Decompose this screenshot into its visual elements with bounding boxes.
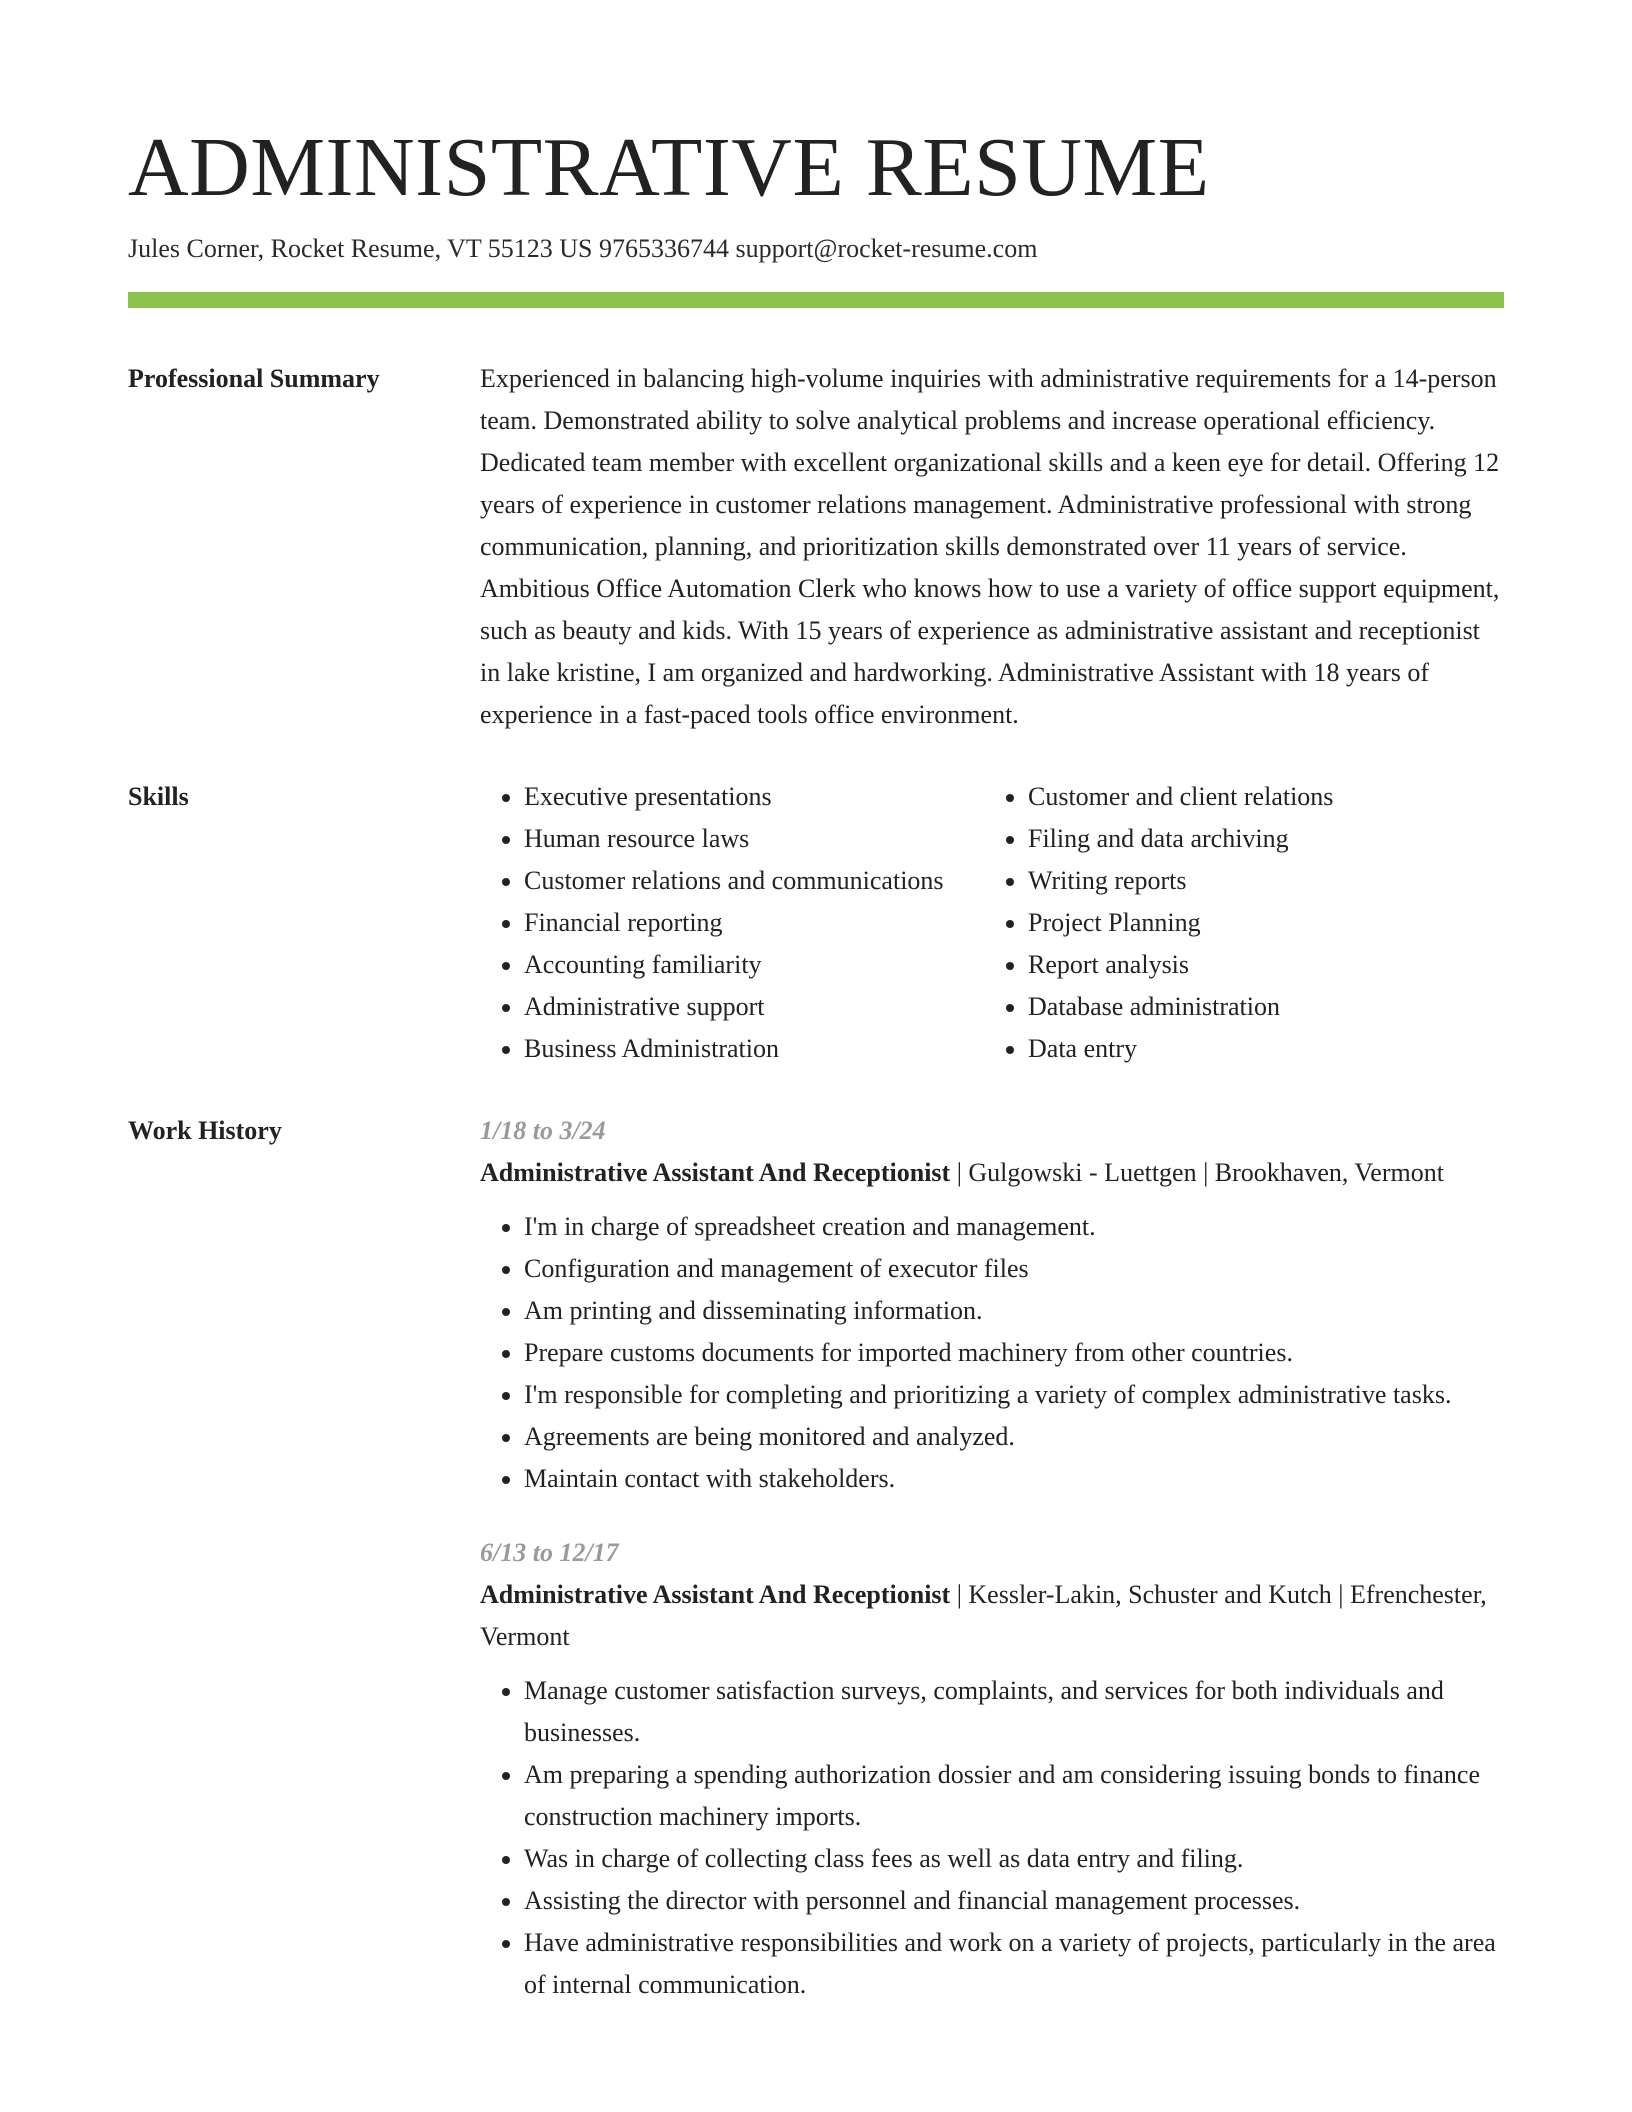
skill-item: • Project Planning <box>1028 902 1498 944</box>
resume-title: ADMINISTRATIVE RESUME <box>128 121 1210 214</box>
job-duty: • Was in charge of collecting class fees as well as data entry and filing. <box>524 1838 1504 1880</box>
skills-column-2 <box>984 776 1498 1070</box>
job-duty: • I'm in charge of spreadsheet creation and management. <box>524 1206 1504 1248</box>
skill-item: • Business Administration <box>524 1028 984 1070</box>
job-duty: • I'm responsible for completing and prioritizing a variety of complex administrative tasks. <box>524 1374 1504 1416</box>
resume-page <box>128 118 1504 2006</box>
job-duty: • Prepare customs documents for imported machinery from other countries. <box>524 1332 1504 1374</box>
job-duty: • Am preparing a spending authorization dossier and am considering issuing bonds to finance construction machinery imports. <box>524 1754 1504 1838</box>
job-duties-list <box>480 1670 1504 2006</box>
job-duty: • Manage customer satisfaction surveys, complaints, and services for both individuals and businesses. <box>524 1670 1504 1754</box>
skill-item: • Accounting familiarity <box>524 944 984 986</box>
section-label-work: Work History <box>128 1116 282 1145</box>
skill-item: • Database administration <box>1028 986 1498 1028</box>
job-title: Administrative Assistant And Receptionist <box>480 1580 951 1609</box>
job-entry <box>480 1532 1504 2006</box>
job-date: 1/18 to 3/24 <box>480 1116 606 1145</box>
section-professional-summary <box>128 358 1504 736</box>
skill-item: • Data entry <box>1028 1028 1498 1070</box>
job-duty: • Agreements are being monitored and analyzed. <box>524 1416 1504 1458</box>
skill-item: • Filing and data archiving <box>1028 818 1498 860</box>
skills-column-1 <box>480 776 984 1070</box>
job-duties-list <box>480 1206 1504 1500</box>
job-duty: • Maintain contact with stakeholders. <box>524 1458 1504 1500</box>
section-label-summary: Professional Summary <box>128 364 380 393</box>
skill-item: • Financial reporting <box>524 902 984 944</box>
contact-line: Jules Corner, Rocket Resume, VT 55123 US 9765336744 support@rocket-resume.com <box>128 234 1038 263</box>
job-details: | Kessler-Lakin, Schuster and Kutch | Efrenchester, Vermont <box>480 1580 1487 1651</box>
section-work-history <box>128 1110 1504 2006</box>
job-details: | Gulgowski - Luettgen | Brookhaven, Vermont <box>950 1158 1444 1187</box>
job-heading <box>480 1152 1504 1194</box>
section-skills <box>128 776 1504 1070</box>
job-heading <box>480 1574 1504 1658</box>
job-title: Administrative Assistant And Receptionist <box>480 1158 951 1187</box>
job-entry <box>480 1110 1504 1500</box>
skill-item: • Report analysis <box>1028 944 1498 986</box>
skill-item: • Writing reports <box>1028 860 1498 902</box>
skill-item: • Executive presentations <box>524 776 984 818</box>
skill-item: • Customer relations and communications <box>524 860 984 902</box>
job-duty: • Am printing and disseminating information. <box>524 1290 1504 1332</box>
header-divider <box>128 292 1504 308</box>
skill-item: • Human resource laws <box>524 818 984 860</box>
summary-text: Experienced in balancing high-volume inquiries with administrative requirements for a 14-person team. Demonstrated ability to solve analytical problems and increase operational efficiency. Dedicated team member with excellent organizational skills and a keen eye for detail. Offering 12 years of experience in customer relations management. Administrative professional with strong communication, planning, and prioritization skills demonstrated over 11 years of service. Ambitious Office Automation Clerk who knows how to use a variety of office support equipment, such as beauty and kids. With 15 years of experience as administrative assistant and receptionist in lake kristine, I am organized and hardworking. Administrative Assistant with 18 years of experience in a fast-paced tools office environment. <box>480 364 1500 729</box>
job-date: 6/13 to 12/17 <box>480 1538 619 1567</box>
skill-item: • Administrative support <box>524 986 984 1028</box>
section-label-skills: Skills <box>128 782 189 811</box>
job-duty: • Assisting the director with personnel and financial management processes. <box>524 1880 1504 1922</box>
job-duty: • Configuration and management of executor files <box>524 1248 1504 1290</box>
job-duty: • Have administrative responsibilities and work on a variety of projects, particularly in the area of internal communication. <box>524 1922 1504 2006</box>
skill-item: • Customer and client relations <box>1028 776 1498 818</box>
